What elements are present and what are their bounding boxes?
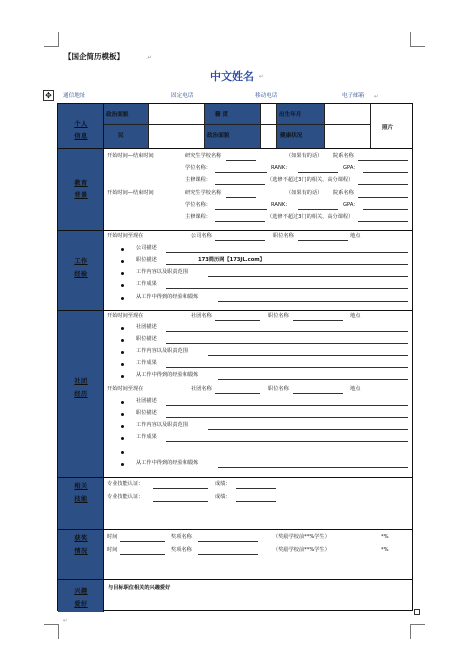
fill-line — [208, 429, 408, 430]
activity-item: 工作内容以及职责范围 — [136, 348, 188, 354]
paragraph-mark: ↵ — [374, 94, 379, 100]
section-skills-title-1: 相关 — [74, 483, 88, 490]
activity-location: 地点 — [350, 313, 361, 319]
fill-line — [166, 417, 408, 418]
fill-line — [153, 488, 208, 489]
work-position: 职位名称 — [273, 233, 294, 239]
edu-major-note: （如果有的话） — [286, 153, 323, 159]
fill-line — [358, 160, 408, 161]
bullet-icon — [121, 327, 124, 330]
bullet-icon — [121, 351, 124, 354]
bullet-icon — [121, 401, 124, 404]
personal-label-cell — [204, 104, 260, 124]
activity-item: 职位描述 — [136, 336, 157, 342]
edu-gpa: GPA： — [343, 202, 359, 208]
personal-label-cell — [104, 124, 148, 148]
edu-courses: 主修课程： — [185, 177, 211, 183]
contact-address[interactable]: 通信地址 — [63, 93, 86, 99]
section-work-title-2: 经验 — [74, 271, 88, 278]
fill-line — [298, 172, 338, 173]
fill-line — [215, 320, 260, 321]
fill-line — [298, 240, 348, 241]
grid-line — [260, 104, 261, 148]
edu-courses-note: （选修不超过3门的相关、高分课程） — [267, 177, 354, 183]
divider — [58, 148, 412, 149]
activity-period: 开始时间至现在 — [107, 386, 144, 392]
skill-cert-label: 专业技能认证： — [107, 494, 144, 500]
activity-item: 社团描述 — [136, 398, 157, 404]
crop-mark-top-right — [410, 32, 425, 47]
work-company: 公司名称 — [191, 233, 212, 239]
fill-line — [215, 184, 265, 185]
work-item: 公司描述 — [136, 245, 157, 251]
resume-table — [57, 103, 413, 611]
label-political: 政治面貌 — [106, 112, 129, 118]
fill-line — [198, 554, 258, 555]
contact-mobile[interactable]: 移动电话 — [255, 93, 278, 99]
bullet-icon — [121, 437, 124, 440]
fill-line — [166, 367, 408, 368]
grid-line — [276, 104, 277, 148]
activity-item: 社团描述 — [136, 324, 157, 330]
fill-line — [293, 320, 343, 321]
fill-line — [120, 541, 165, 542]
hobby-text[interactable]: 与目标职位相关的兴趣爱好 — [108, 585, 171, 591]
section-hobby-title-1: 兴趣 — [74, 588, 88, 595]
fill-line — [166, 331, 408, 332]
edu-period: 开始时间—结束时间 — [107, 153, 154, 159]
award-ratio: *% — [381, 547, 389, 553]
section-education-title-1: 教育 — [74, 180, 88, 187]
fill-line — [166, 343, 408, 344]
fill-line — [226, 197, 256, 198]
fill-line — [363, 209, 408, 210]
grid-line — [148, 104, 149, 148]
edu-dept: 院系名称 — [333, 153, 354, 159]
section-personal-title-2: 信息 — [74, 133, 88, 140]
divider — [58, 579, 412, 580]
bullet-icon — [121, 272, 124, 275]
edu-dept: 院系名称 — [333, 190, 354, 196]
activity-org: 社团名称 — [191, 386, 212, 392]
work-item: 从工作中得到的经验和锻炼 — [136, 294, 199, 300]
fill-line — [215, 221, 265, 222]
edu-courses: 主修课程： — [185, 214, 211, 220]
resume-name-title[interactable]: 中文姓名 — [210, 70, 254, 83]
bullet-icon — [121, 248, 124, 251]
award-note: （奖励学校前**%学生） — [273, 547, 330, 553]
bullet-icon — [121, 363, 124, 366]
award-name: 奖项名称 — [171, 547, 192, 553]
bullet-icon — [121, 375, 124, 378]
section-hobby-title-2: 爱好 — [74, 601, 88, 608]
award-name: 奖项名称 — [171, 534, 192, 540]
bullet-icon — [121, 463, 124, 466]
edu-period: 开始时间—结束时间 — [107, 190, 154, 196]
fill-line — [358, 184, 408, 185]
award-time: 时间 — [107, 534, 118, 540]
edu-major-note: （如果有的话） — [286, 190, 323, 196]
grid-line — [104, 124, 370, 125]
edu-school: 研究生学校名称 — [185, 190, 222, 196]
bullet-icon — [121, 451, 124, 454]
bullet-icon — [121, 339, 124, 342]
activity-location: 地点 — [350, 386, 361, 392]
fill-line — [215, 172, 267, 173]
divider — [58, 529, 412, 530]
label-health: 健康状况 — [280, 133, 303, 139]
section-education-title-2: 背景 — [74, 192, 88, 199]
edu-rank: RANK： — [271, 165, 291, 171]
fill-line — [153, 501, 208, 502]
crop-mark-bottom-right — [410, 624, 425, 639]
activity-position: 职位名称 — [268, 313, 289, 319]
label-birth: 出生年月 — [279, 112, 302, 118]
section-personal-title-1: 个人 — [74, 121, 88, 128]
watermark-text: 173简历网【173JL.com】 — [198, 257, 265, 263]
label-native: 籍 贯 — [215, 112, 229, 118]
crop-mark-top-left — [44, 32, 59, 47]
bullet-icon — [121, 425, 124, 428]
bullet-icon — [121, 413, 124, 416]
edu-school: 研究生学校名称 — [185, 153, 222, 159]
paragraph-mark: ↵ — [63, 618, 68, 624]
section-awards-title-2: 情况 — [74, 548, 88, 555]
section-activity-title-1: 社团 — [74, 378, 88, 385]
fill-line — [293, 393, 343, 394]
section-work-title-1: 工作 — [74, 258, 88, 265]
work-period: 开始时间至现在 — [107, 233, 144, 239]
bullet-icon — [121, 284, 124, 287]
fill-line — [298, 209, 338, 210]
fill-line — [218, 467, 408, 468]
label-ethnic: 民 — [118, 133, 124, 139]
edu-degree: 学位名称： — [185, 165, 211, 171]
activity-org: 社团名称 — [191, 313, 212, 319]
fill-line — [120, 554, 165, 555]
fill-line — [226, 160, 256, 161]
grid-line — [204, 104, 205, 148]
table-resize-handle-icon[interactable] — [414, 609, 420, 615]
skill-cert-label: 专业技能认证： — [107, 481, 144, 487]
edu-degree: 学位名称： — [185, 202, 211, 208]
crop-mark-bottom-left — [44, 624, 59, 639]
section-education-band — [58, 148, 104, 230]
activity-item: 工作内容以及职责范围 — [136, 422, 188, 428]
activity-item: 从工作中得到的经验和锻炼 — [136, 460, 199, 466]
fill-line — [166, 288, 408, 289]
divider — [58, 477, 412, 478]
award-time: 时间 — [107, 547, 118, 553]
fill-line — [166, 441, 408, 442]
work-location: 地点 — [350, 233, 361, 239]
activity-position: 职位名称 — [268, 386, 289, 392]
template-label: 【国企简历模板】 — [64, 52, 124, 61]
photo-label[interactable]: 照片 — [382, 125, 394, 131]
activity-item: 工作成果 — [136, 434, 157, 440]
edu-courses-note: （选修不超过3门的相关、高分课程） — [267, 214, 354, 220]
edu-gpa: GPA： — [343, 165, 359, 171]
activity-item: 工作成果 — [136, 360, 157, 366]
fill-line — [358, 197, 408, 198]
fill-line — [363, 172, 408, 173]
fill-line — [166, 405, 408, 406]
work-item: 工作成果 — [136, 281, 157, 287]
divider — [58, 230, 412, 231]
activity-period: 开始时间至现在 — [107, 313, 144, 319]
work-item: 工作内容以及职责范围 — [136, 269, 188, 275]
fill-line — [166, 252, 408, 253]
activity-item: 职位描述 — [136, 410, 157, 416]
fill-line — [358, 221, 408, 222]
contact-email[interactable]: 电子邮箱 — [342, 93, 365, 99]
skill-result-label: 成绩： — [215, 494, 231, 500]
section-skills-title-2: 技能 — [74, 496, 88, 503]
contact-landline[interactable]: 固定电话 — [171, 93, 194, 99]
work-item: 职位描述 — [136, 257, 157, 263]
fill-line — [218, 301, 408, 302]
table-move-handle-icon[interactable]: ✥ — [43, 90, 54, 101]
fill-line — [208, 276, 408, 277]
paragraph-mark: .↵ — [146, 55, 152, 61]
fill-line — [215, 240, 265, 241]
grid-line — [370, 104, 371, 148]
fill-line — [166, 264, 408, 265]
grid-line — [324, 104, 325, 148]
fill-line — [215, 209, 267, 210]
section-awards-title-1: 获奖 — [74, 535, 88, 542]
fill-line — [198, 541, 258, 542]
fill-line — [236, 488, 276, 489]
skill-result-label: 成绩： — [215, 481, 231, 487]
bullet-icon — [121, 297, 124, 300]
activity-item: 从工作中得到的经验和锻炼 — [136, 372, 199, 378]
section-activity-title-2: 经历 — [74, 391, 88, 398]
fill-line — [208, 355, 408, 356]
award-note: （奖励学校前**%学生） — [273, 534, 330, 540]
paragraph-mark: ↵ — [259, 74, 264, 80]
label-blood: 政治面貌 — [207, 133, 230, 139]
bullet-icon — [121, 260, 124, 263]
divider — [58, 310, 412, 311]
fill-line — [215, 393, 260, 394]
award-ratio: *% — [381, 534, 389, 540]
fill-line — [218, 379, 408, 380]
fill-line — [236, 501, 276, 502]
edu-rank: RANK： — [271, 202, 291, 208]
